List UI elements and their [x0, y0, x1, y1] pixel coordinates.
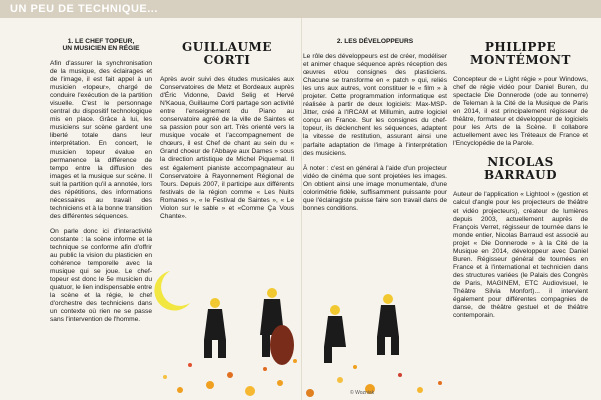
bio-column-right	[453, 41, 588, 327]
paragraph: On parle donc ici d'interactivité constante : la scène informe et la technique se conforme afin d'offrir au public la vision du plasticien en cohérence temporelle avec la musique qui se joue. Le chef-topeur est donc le 5e musicien du quatuor, le lien indispensable entre la scène et la régie, le chef d'orchestre des techniciens dans un contexte où rien ne se passe sans l'intervention de l'homme.	[50, 227, 152, 324]
moon-shape	[154, 271, 190, 311]
section-title: 2. LES DÉVELOPPEURS	[336, 38, 414, 45]
musician-cello	[260, 288, 294, 365]
paragraph: Afin d'assurer la synchronisation de la musique, des éclairages et de l'image, il est fait appel à un musicien «topeur», chargé de conduire l'exécution de la partition visuelle. C'est le personnage central du dispositif technologique mis en place. Grâce à lui, les musiciens sur scène gardent une liberté totale dans leur interprétation. En concert, le musicien topeur évalue en permanence la différence de tempo entre la diffusion des images et la musique sur scène. Il suit la partition qu'il a annotée, lors des répétitions, des informations nécessaires au travail des techniciens et à la bonne transition des différentes séquences.	[50, 60, 152, 220]
illustration-credit: © Wozniak	[350, 390, 375, 396]
paragraph: Concepteur de « Light régie » pour Windows, chef de régie vidéo pour Daniel Buren, du spectacle Die Donnerode (ode au tonnerre) de Teleman à la Cité de la Musique de Paris en 2014, il est principalement régisseur de théâtre, formateur et développeur de logiciels pour les Arts de la Scène. Il collabore actuellement avec les Tréteaux de France et l'Encyclopédie de la Parole.	[453, 76, 588, 148]
paint-splatter	[163, 359, 442, 397]
section-title: 1. LE CHEF TOPEUR, UN MUSICIEN EN RÉGIE	[62, 38, 140, 52]
paragraph: À noter : c'est en général à l'aide d'un projecteur vidéo de cinéma que sont projetées les images. On obtient ainsi une image monumentale, d'une colorimétrie fidèle, suffisamment puissante pour que l'éclairagiste puisse faire son travail dans de bonnes conditions.	[303, 164, 447, 212]
quartet-illustration	[150, 265, 460, 400]
bio-name: NICOLAS BARRAUD	[483, 155, 558, 183]
header-bar	[0, 0, 601, 18]
bio-name: PHILIPPE MONTÉMONT	[470, 40, 571, 67]
paragraph: Après avoir suivi des études musicales aux Conservatoires de Metz et Bordeaux auprès d'Éric Vidonne, David Selig et Hervé N'Kaoua, Guillaume Corti partage son activité entre l'enseignement du Piano au conservatoire agréé de la ville de Saintes et sa passion pour son art. Très orienté vers la musique vocale et l'accompagnement de chœurs, il est Chef de chant au sein du « Grand choeur de l'Abbaye aux Dames » sous la direction artistique de Michel Piquemal. Il est également pianiste accompagnateur au Conservatoire à Rayonnement Régional de Tours. Depuis 2007, il participe aux différents festivals de la région comme « Les Nuits Romanes », « le Festival de Saintes », « Le Violon sur le sable » et «Comme Ça Vous Chante».	[160, 76, 294, 220]
bio-guillaume-corti	[160, 41, 294, 228]
musician-viola	[377, 294, 399, 355]
section-developpeurs	[303, 38, 447, 220]
paragraph: Le rôle des développeurs est de créer, modéliser et animer chaque séquence après réception des œuvres et/ou consignes des plasticiens. Chacune se transforme en « patch » qui, reliés les uns aux autres, vont constituer le « film » à projeter. Cette programmation informatique est réalisée à partir de deux logiciels: Max-MSP-Jitter, créé à l'IRCAM et Millumin, autre logiciel conçu en France. Sur les consignes du chef-topeur, ils déclenchent les séquences, adaptent la vitesse de restitution, assurant ainsi une parfaite adaptation de l'image à l'interprétation des musiciens.	[303, 53, 447, 157]
section-chef-topeur	[50, 38, 152, 332]
bio-name: GUILLAUME CORTI	[182, 40, 272, 67]
musician-violin-2	[324, 305, 346, 363]
page-title: UN PEU DE TECHNIQUE...	[10, 3, 158, 15]
musician-violin-1	[204, 298, 226, 358]
paragraph: Auteur de l'application « Lightool » (gestion et calcul d'angle pour les projecteurs de théâtre et vidéo projecteurs), créateur de lumières depuis 2003, actuellement auprès de François Verret, régisseur de tournée dans le monde entier, Nicolas Barraud est associé au projet « Die Donnerode » à la Cité de la Musique en 2014, développeur avec Daniel Buren. Régisseur général de tournées en France et à l'international et technicien dans des structures variées (le Palais des Congrès de Paris, MAGINEM, ETC Audiovisuel, le Théâtre Silvia Monfort)... il intervient également pour différentes compagnies de danse, de théâtre gestuel et de théâtre contemporain.	[453, 191, 588, 320]
